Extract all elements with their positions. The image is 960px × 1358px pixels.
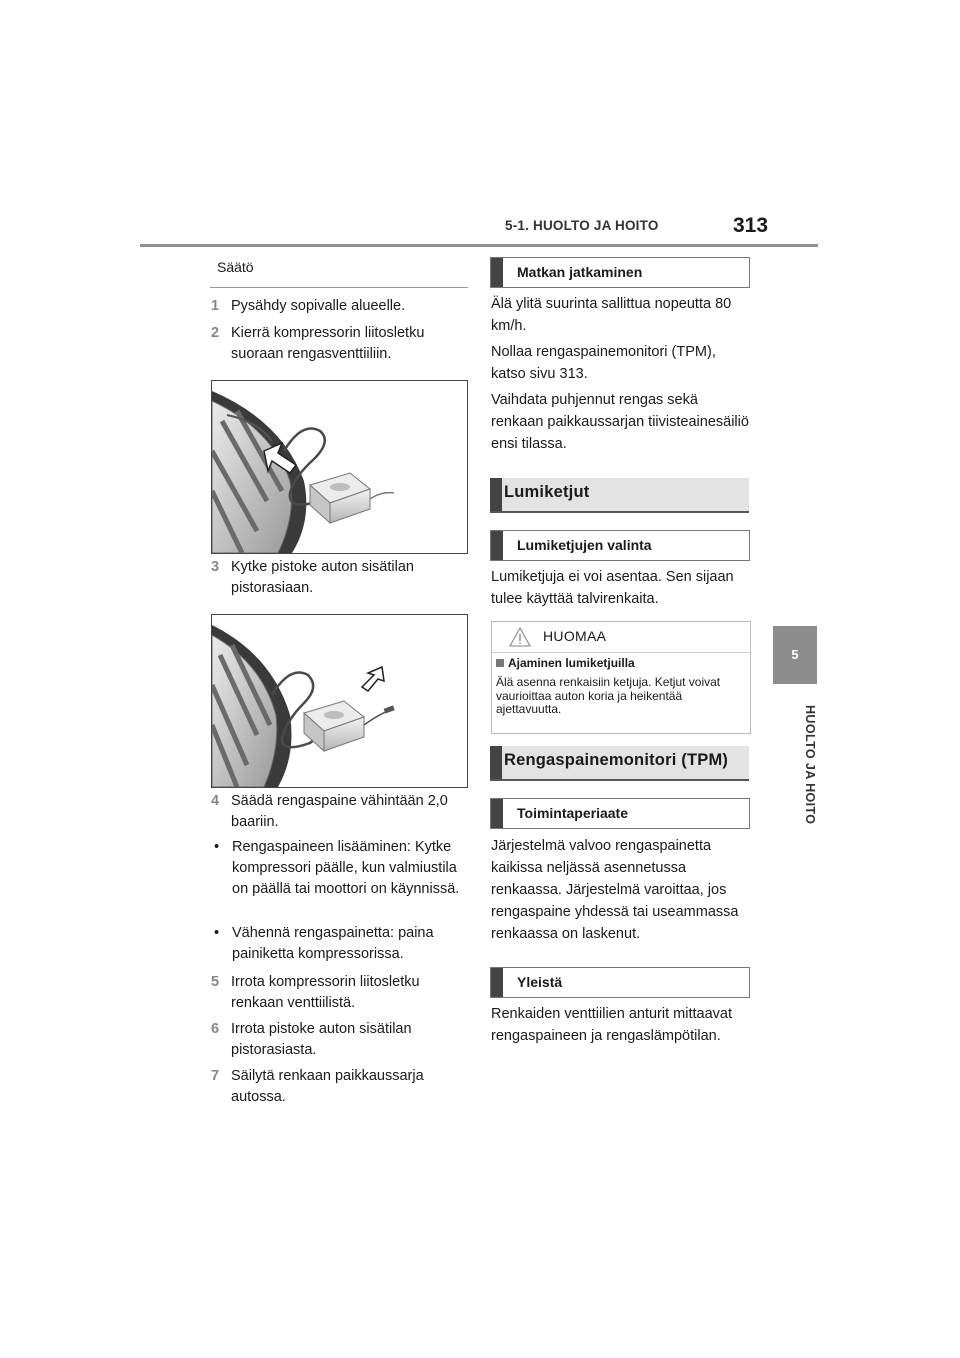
heading-text: Yleistä	[517, 974, 563, 990]
bullet-item	[214, 837, 472, 921]
step-number: 5	[211, 974, 220, 990]
step-item	[211, 1019, 473, 1063]
step-item	[211, 296, 473, 318]
step-text: Kytke pistoke auton sisätilan pistorasiaan.	[231, 559, 414, 596]
bullet-text: Vähennä rengaspainetta: paina painiketta kompressorissa.	[232, 925, 434, 962]
step-text: Säädä rengaspaine vähintään 2,0 baariin.	[231, 793, 448, 830]
step-number: 7	[211, 1068, 220, 1084]
heading-tpm	[490, 746, 749, 781]
warning-triangle-icon	[509, 627, 531, 647]
step-item	[211, 791, 473, 835]
compressor-hose-to-valve-illustration	[211, 380, 468, 554]
heading-lumiketjujen-valinta	[490, 530, 750, 561]
step-text: Kierrä kompressorin liitosletku suoraan rengasventtiiliin.	[231, 325, 425, 362]
heading-text: Toimintaperiaate	[517, 805, 628, 821]
section-label-box	[210, 256, 468, 288]
paragraph: Järjestelmä valvoo rengaspainetta kaikissa neljässä asennetussa renkaassa. Järjestelmä varoittaa, jos rengaspaine yhdessä tai useammassa renkaassa on laskenut.	[491, 838, 739, 942]
chapter-tab	[773, 626, 817, 684]
step-item	[211, 1066, 473, 1110]
heading-matkan-jatkaminen	[490, 257, 750, 288]
square-bullet-icon	[496, 659, 504, 667]
step-item	[211, 972, 473, 1016]
paragraph: Renkaiden venttiilien anturit mittaavat rengaspaineen ja rengaslämpötilan.	[491, 1006, 732, 1044]
heading-bar	[491, 258, 503, 287]
compressor-plug-illustration	[211, 614, 468, 788]
step-text: Irrota pistoke auton sisätilan pistorasiasta.	[231, 1021, 412, 1058]
paragraph: Nollaa rengaspainemonitori (TPM), katso sivu 313.	[491, 344, 716, 382]
step-number: 3	[211, 559, 220, 575]
heading-bar	[490, 478, 502, 511]
section-label: Säätö	[217, 259, 254, 275]
chapter-number: 5	[791, 647, 799, 662]
illustration-2-svg	[212, 615, 467, 787]
heading-bar	[490, 746, 502, 779]
paragraph: Lumiketjuja ei voi asentaa. Sen sijaan tulee käyttää talvirenkaita.	[491, 569, 734, 607]
bullet-item	[214, 923, 472, 965]
heading-text: Rengaspainemonitori (TPM)	[504, 751, 729, 769]
heading-bar	[491, 531, 503, 560]
notice-subtitle-text: Ajaminen lumiketjuilla	[508, 656, 635, 670]
paragraph: Vaihdata puhjennut rengas sekä renkaan paikkaussarjan tiivisteainesäiliö ensi tilassa.	[491, 392, 749, 452]
step-number: 2	[211, 325, 220, 341]
heading-text: Lumiketjujen valinta	[517, 537, 652, 553]
step-number: 1	[211, 298, 220, 314]
heading-text: Lumiketjut	[504, 483, 590, 501]
step-text: Pysähdy sopivalle alueelle.	[231, 298, 406, 314]
bullet-dot: •	[214, 925, 220, 941]
bullet-dot: •	[214, 839, 220, 855]
notice-box	[491, 621, 751, 734]
bullet-text: Rengaspaineen lisääminen: Kytke kompressori päälle, kun valmiustila on päällä tai moottori on käynnissä.	[232, 839, 460, 897]
chapter-label: HUOLTO JA HOITO	[803, 705, 817, 825]
illustration-1-svg	[212, 381, 467, 553]
step-item	[211, 323, 473, 367]
step-text: Säilytä renkaan paikkaussarja autossa.	[231, 1068, 424, 1105]
step-number: 4	[211, 793, 220, 809]
header-rule	[140, 244, 818, 247]
notice-header	[492, 622, 750, 653]
running-header-section: 5-1. HUOLTO JA HOITO	[505, 218, 659, 233]
heading-bar	[491, 968, 503, 997]
notice-subtitle	[496, 656, 635, 670]
page-number: 313	[733, 214, 769, 237]
heading-yleista	[490, 967, 750, 998]
heading-bar	[491, 799, 503, 828]
paragraph: Älä ylitä suurinta sallittua nopeutta 80 km/h.	[491, 296, 732, 334]
step-item	[211, 557, 473, 601]
heading-text: Matkan jatkaminen	[517, 264, 643, 280]
heading-lumiketjut	[490, 478, 749, 513]
step-number: 6	[211, 1021, 220, 1037]
notice-body: Älä asenna renkaisiin ketjuja. Ketjut voivat vaurioittaa auton koria ja heikentää ajettavuutta.	[496, 675, 721, 716]
step-text: Irrota kompressorin liitosletku renkaan venttiilistä.	[231, 974, 420, 1011]
notice-title: HUOMAA	[543, 628, 607, 644]
heading-toimintaperiaate	[490, 798, 750, 829]
